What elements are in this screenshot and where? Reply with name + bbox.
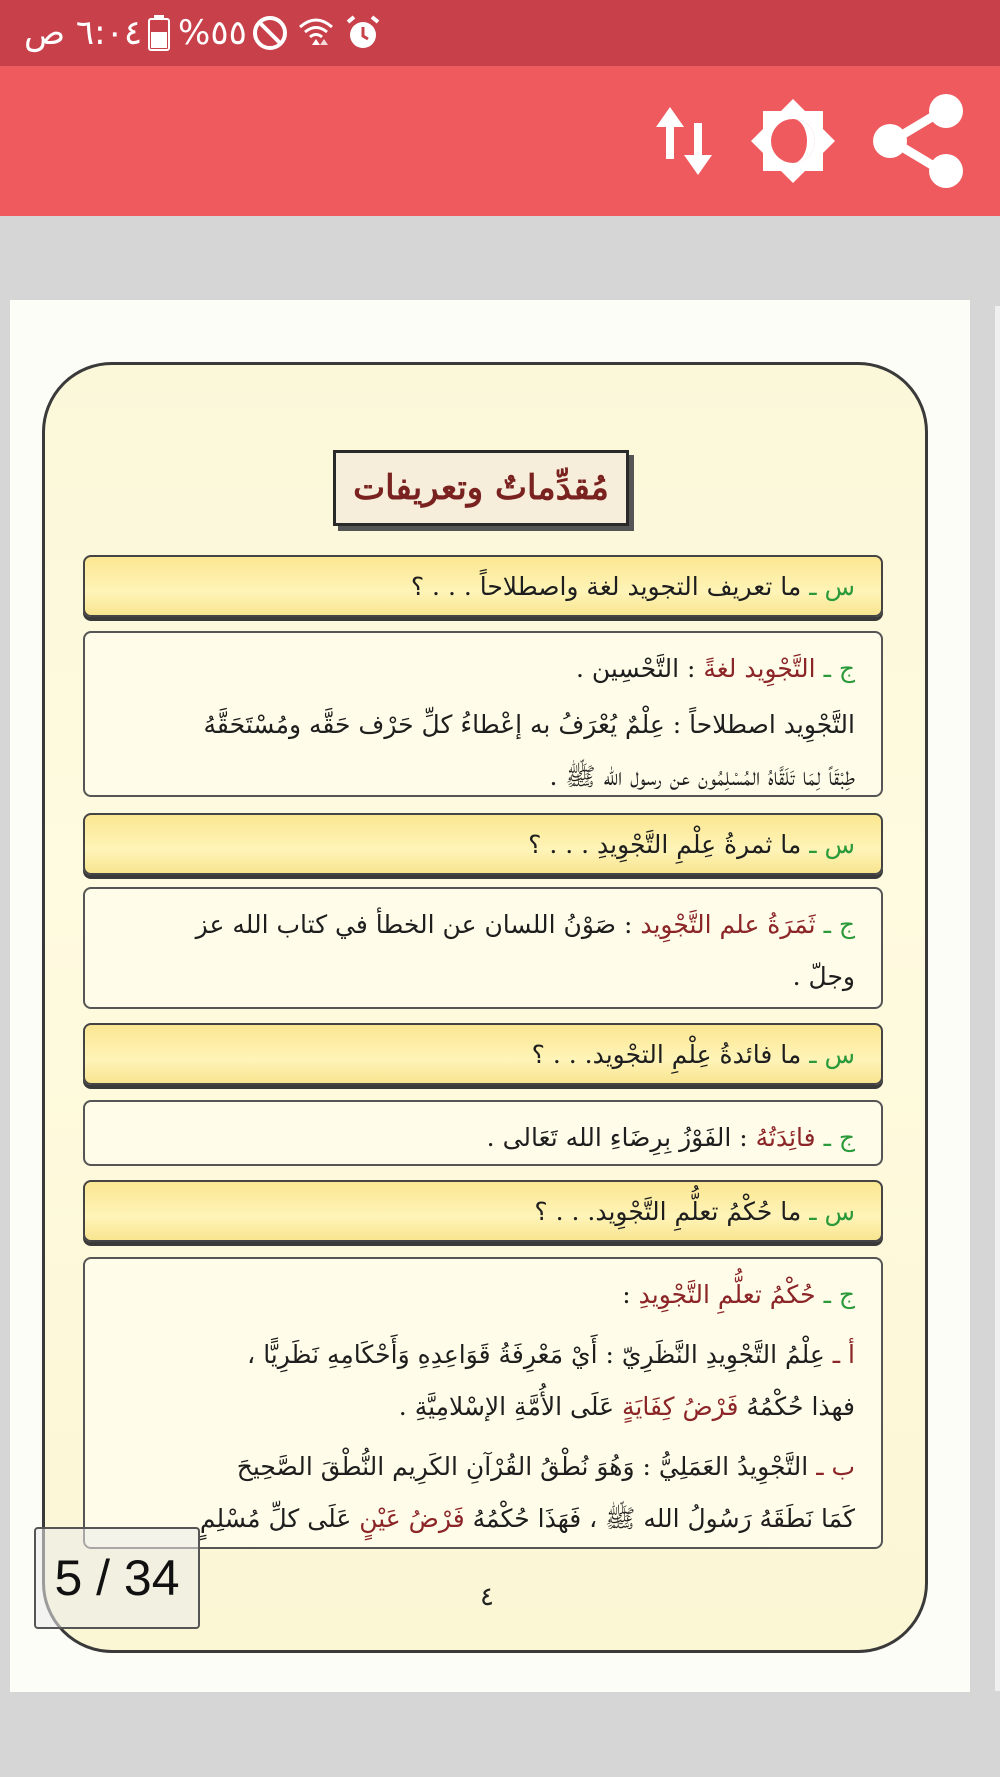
share-button[interactable] xyxy=(865,86,975,196)
question-box: س ـ ما فائدةُ عِلْمِ التجْويد. . . ؟ xyxy=(83,1023,883,1085)
answer-line: أ ـ عِلْمُ التَّجْوِيدِ النَّظَرِيّ : أَيْ مَعْرِفَةُ قَوَاعِدِهِ وَأَحْكَامِهِ نَظَرِيًّا ، xyxy=(247,1340,855,1369)
brightness-icon xyxy=(747,95,839,187)
sort-icon xyxy=(650,101,720,181)
question-marker: س ـ xyxy=(809,571,855,601)
battery-percent: %٥٥ xyxy=(178,13,247,53)
brightness-button[interactable] xyxy=(738,86,848,196)
dnd-icon xyxy=(252,8,288,58)
answer-line: وجلّ . xyxy=(792,962,855,991)
answer-line: طِبْقَاً لِمَا تَلَقَّاهُ المُسْلِمُون عن رسول الله ﷺ . xyxy=(549,762,855,791)
question-box: س ـ ما حُكْمُ تعلُّمِ التَّجْوِيد. . . ؟ xyxy=(83,1180,883,1242)
app-toolbar xyxy=(0,66,1000,216)
lesson-card xyxy=(42,362,928,1653)
answer-line: ب ـ التَّجْوِيدُ العَمَلِيُّ : وَهُوَ نُطْقُ القُرْآنِ الكَرِيم النُّطْقَ الصَّحِيحَ xyxy=(236,1452,855,1481)
status-bar xyxy=(0,0,1000,66)
next-page-edge xyxy=(995,306,1000,1691)
question-text: ما تعريف التجويد لغة واصطلاحاً . . . ؟ xyxy=(410,571,802,601)
answer-box xyxy=(83,631,883,797)
question-box: س ـ ما ثمرةُ عِلْمِ التَّجْوِيدِ . . . ؟ xyxy=(83,813,883,875)
clock-text: ٦:٠٤ ص xyxy=(24,13,143,53)
answer-box xyxy=(83,887,883,1009)
answer-line: ج ـ التَّجْوِيد لغةً : التَّحْسِين . xyxy=(576,654,855,683)
page-title: مُقدِّماتٌ وتعريفات xyxy=(333,450,629,526)
document-page[interactable] xyxy=(10,300,970,1692)
answer-box xyxy=(83,1100,883,1166)
question-text: ما ثمرةُ عِلْمِ التَّجْوِيدِ . . . ؟ xyxy=(528,829,802,859)
answer-line: التَّجْوِيد اصطلاحاً : عِلْمٌ يُعْرَفُ به إعْطاءُ كلِّ حَرْف حَقَّه ومُسْتَحَقَّهُ xyxy=(203,710,855,739)
page-counter: 5 / 34 xyxy=(34,1527,200,1629)
page-number: ٤ xyxy=(480,1582,494,1612)
share-icon xyxy=(870,91,970,191)
question-text: ما حُكْمُ تعلُّمِ التَّجْوِيد. . . ؟ xyxy=(534,1196,802,1226)
answer-box xyxy=(83,1257,883,1549)
answer-line: ج ـ فائِدَتُهُ : الفَوْزُ بِرِضَاءِ الله تَعَالى . xyxy=(486,1123,855,1152)
sort-button[interactable] xyxy=(630,86,740,196)
answer-line: كَمَا نَطَقَهُ رَسُولُ الله ﷺ ، فَهَذَا حُكْمُهُ فَرْضُ عَيْنٍ عَلَى كلِّ مُسْلِمٍ xyxy=(199,1504,855,1533)
status-time xyxy=(24,8,142,58)
battery-icon xyxy=(148,8,170,58)
answer-line: فهذا حُكْمُهُ فَرْضُ كِفَايَةٍ عَلَى الأُمَّةِ الإسْلامِيَّةِ . xyxy=(398,1392,855,1421)
answer-line: ج ـ حُكْمُ تعلُّمِ التَّجْوِيدِ : xyxy=(622,1280,855,1309)
alarm-icon xyxy=(344,8,382,58)
answer-line: ج ـ ثَمَرَةُ علم التَّجْوِيد : صَوْنُ اللسان عن الخطأ في كتاب الله عز xyxy=(195,910,855,939)
wifi-icon xyxy=(298,8,334,58)
question-text: ما فائدةُ عِلْمِ التجْويد. . . ؟ xyxy=(531,1039,802,1069)
question-box xyxy=(83,555,883,617)
